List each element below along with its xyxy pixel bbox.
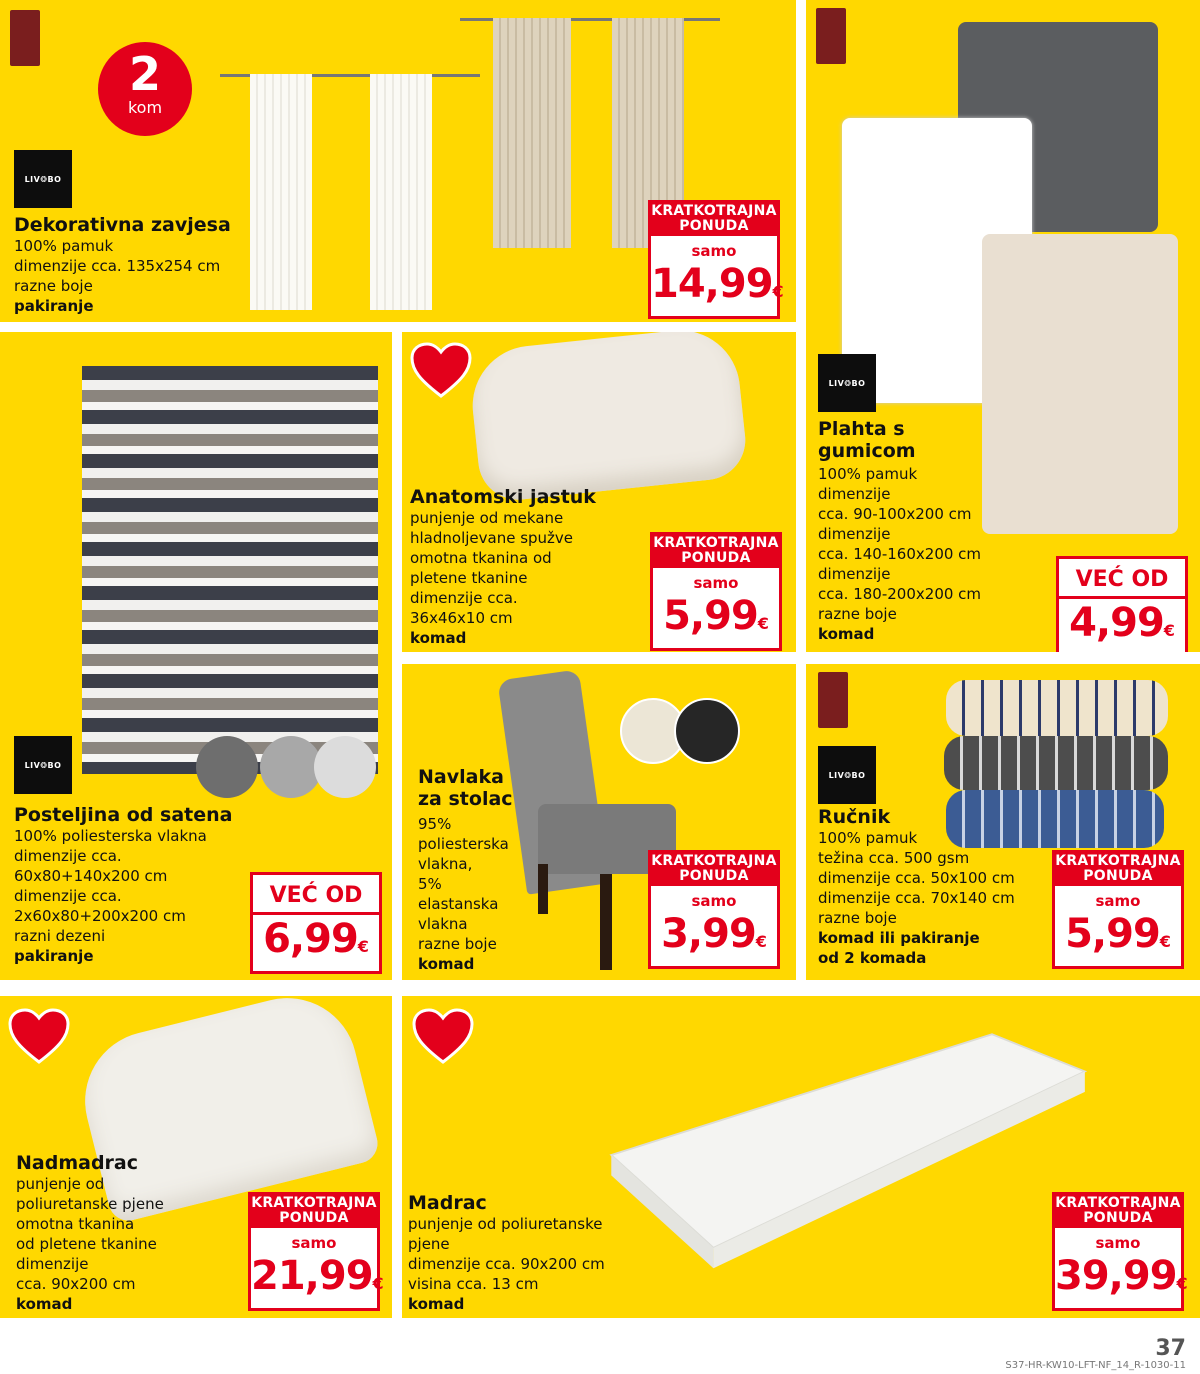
price-currency: € (372, 1274, 384, 1293)
curtain-icon (250, 74, 312, 310)
desc-line: 60x80+140x200 cm (14, 867, 168, 885)
product-description (418, 814, 509, 974)
badge-header-line2: PONUDA (679, 868, 749, 884)
product-title: Madrac (408, 1192, 487, 1214)
page-number: 37 (1155, 1336, 1186, 1361)
desc-line-bold: pakiranje (14, 297, 94, 315)
price-value (653, 592, 779, 648)
price-amount: 39,99 (1055, 1253, 1177, 1299)
price-amount: 5,99 (1065, 911, 1160, 957)
badge-header-line1: KRATKOTRAJNA (653, 535, 779, 551)
badge-header-line1: KRATKOTRAJNA (251, 1195, 377, 1211)
desc-line: vlakna (418, 915, 468, 933)
desc-line: visina cca. 13 cm (408, 1275, 539, 1293)
price-currency: € (357, 937, 369, 956)
desc-line: 100% poliesterska vlakna (14, 827, 207, 845)
product-description (14, 236, 220, 316)
catalog-code: S37-HR-KW10-LFT-NF_14_R-1030-11 (1005, 1360, 1186, 1371)
desc-line: cca. 140-160x200 cm (818, 545, 982, 563)
price-badge (1056, 556, 1188, 652)
product-title: Posteljina od satena (14, 804, 233, 826)
badge-samo: samo (291, 1234, 337, 1252)
badge-header-line1: KRATKOTRAJNA (1055, 853, 1181, 869)
product-title (818, 418, 916, 462)
badge-header-line2: PONUDA (1083, 1210, 1153, 1226)
desc-line: 100% pamuk (818, 465, 918, 483)
product-description (818, 828, 1015, 968)
price-value (651, 910, 777, 966)
badge-header (1052, 850, 1184, 886)
desc-line: cca. 180-200x200 cm (818, 585, 982, 603)
product-description (14, 826, 207, 966)
quantity-circle (98, 42, 192, 136)
badge-header-line2: PONUDA (1083, 868, 1153, 884)
badge-header-line2: PONUDA (679, 218, 749, 234)
product-tile-rucnik[interactable] (806, 664, 1200, 980)
quantity-unit: kom (127, 98, 163, 117)
desc-line: 2x60x80+200x200 cm (14, 907, 186, 925)
seal-icon (816, 8, 846, 64)
badge-header (648, 850, 780, 886)
price-amount: 6,99 (263, 916, 358, 962)
product-title: Dekorativna zavjesa (14, 214, 231, 236)
price-value (1055, 910, 1181, 966)
badge-header-line2: PONUDA (279, 1210, 349, 1226)
fabric-swatch-icon (314, 736, 376, 798)
price-badge (1052, 1192, 1188, 1311)
badge-header-line1: KRATKOTRAJNA (651, 203, 777, 219)
brand-logo: LIV❂BO (818, 746, 876, 804)
desc-line: razne boje (818, 605, 897, 623)
badge-header (648, 200, 780, 236)
badge-header (1052, 1192, 1184, 1228)
badge-header-line1: KRATKOTRAJNA (651, 853, 777, 869)
desc-line: dimenzije (818, 485, 891, 503)
desc-line: 95% (418, 815, 452, 833)
product-title (418, 766, 513, 810)
price-currency: € (757, 614, 769, 633)
desc-line: dimenzije cca. (14, 847, 122, 865)
desc-line: razni dezeni (14, 927, 106, 945)
desc-line: omotna tkanina (16, 1215, 135, 1233)
price-badge (650, 532, 782, 651)
fabric-swatch-icon (674, 698, 740, 764)
badge-samo: samo (693, 574, 739, 592)
desc-line: težina cca. 500 gsm (818, 849, 970, 867)
desc-line: omotna tkanina od (410, 549, 552, 567)
price-value (251, 1252, 384, 1308)
curtain-icon (370, 74, 432, 310)
price-currency: € (1176, 1274, 1188, 1293)
badge-vec-od: VEĆ OD (1059, 559, 1185, 599)
price-value (253, 915, 379, 971)
desc-line: punjenje od (16, 1175, 105, 1193)
product-tile-nadmadrac[interactable] (0, 996, 392, 1318)
price-amount: 3,99 (661, 911, 756, 957)
price-badge (1052, 850, 1184, 969)
badge-vec-od: VEĆ OD (253, 875, 379, 915)
seal-icon (10, 10, 40, 66)
desc-line: dimenzije cca. (410, 589, 518, 607)
seal-icon (818, 672, 848, 728)
biraj-domace-heart-icon (8, 1008, 70, 1064)
desc-line: dimenzije (818, 525, 891, 543)
desc-line: poliuretanske pjene (16, 1195, 164, 1213)
desc-line: dimenzije (818, 565, 891, 583)
badge-samo: samo (1095, 892, 1141, 910)
price-currency: € (1163, 621, 1175, 640)
title-line: Navlaka (418, 766, 504, 788)
product-description (410, 508, 573, 648)
product-tile-jastuk[interactable] (402, 332, 796, 652)
desc-line: razne boje (14, 277, 93, 295)
product-description (818, 464, 981, 644)
chair-leg-icon (600, 874, 612, 970)
badge-header (248, 1192, 380, 1228)
mattress-icon (602, 1020, 1122, 1290)
desc-line: punjenje od mekane (410, 509, 564, 527)
fabric-swatch-icon (196, 736, 258, 798)
desc-line: poliesterska (418, 835, 509, 853)
desc-line: hladnoljevane spužve (410, 529, 574, 547)
product-tile-plahta[interactable] (806, 0, 1200, 652)
desc-line-bold: od 2 komada (818, 949, 927, 967)
desc-line-bold: komad (418, 955, 475, 973)
title-line: za stolac (418, 788, 513, 810)
price-badge (648, 850, 780, 969)
price-badge (248, 1192, 384, 1311)
badge-header-line2: PONUDA (681, 550, 751, 566)
badge-header (650, 532, 782, 568)
product-tile-madrac[interactable] (402, 996, 1200, 1318)
price-currency: € (755, 932, 767, 951)
pillow-icon (467, 332, 749, 504)
desc-line: dimenzije cca. 70x140 cm (818, 889, 1015, 907)
desc-line: od pletene tkanine (16, 1235, 157, 1253)
quantity-number: 2 (128, 47, 161, 101)
badge-samo: samo (691, 892, 737, 910)
desc-line-bold: komad ili pakiranje (818, 929, 980, 947)
chair-leg-icon (538, 864, 548, 914)
brand-logo: LIV❂BO (14, 736, 72, 794)
product-tile-navlaka[interactable] (402, 664, 796, 980)
desc-line: vlakna, (418, 855, 473, 873)
product-description (408, 1214, 605, 1314)
brand-logo: LIV❂BO (818, 354, 876, 412)
sheet-icon (982, 234, 1178, 534)
title-line: gumicom (818, 440, 916, 462)
desc-line: 100% pamuk (818, 829, 918, 847)
desc-line: cca. 90x200 cm (16, 1275, 136, 1293)
desc-line-bold: komad (408, 1295, 465, 1313)
desc-line: razne boje (818, 909, 897, 927)
product-title: Anatomski jastuk (410, 486, 596, 508)
desc-line: pletene tkanine (410, 569, 528, 587)
desc-line: cca. 90-100x200 cm (818, 505, 972, 523)
biraj-domace-heart-icon (412, 1008, 474, 1064)
price-amount: 5,99 (663, 593, 758, 639)
desc-line: dimenzije cca. 50x100 cm (818, 869, 1015, 887)
price-amount: 14,99 (651, 261, 773, 307)
badge-header-line1: KRATKOTRAJNA (1055, 1195, 1181, 1211)
title-line: Plahta s (818, 418, 905, 440)
desc-line: 36x46x10 cm (410, 609, 513, 627)
desc-line: dimenzije cca. 135x254 cm (14, 257, 221, 275)
desc-line-bold: pakiranje (14, 947, 94, 965)
desc-line: punjenje od poliuretanske (408, 1215, 603, 1233)
desc-line-bold: komad (410, 629, 467, 647)
product-title: Nadmadrac (16, 1152, 138, 1174)
product-tile-zavjesa[interactable] (0, 0, 796, 322)
price-amount: 21,99 (251, 1253, 373, 1299)
product-tile-posteljina[interactable] (0, 332, 392, 980)
desc-line: razne boje (418, 935, 497, 953)
desc-line: 100% pamuk (14, 237, 114, 255)
price-value (1055, 1252, 1188, 1308)
desc-line: pjene (408, 1235, 450, 1253)
towel-icon (944, 736, 1168, 790)
desc-line: elastanska (418, 895, 499, 913)
price-value (1059, 599, 1185, 652)
fabric-swatch-icon (260, 736, 322, 798)
badge-samo: samo (1095, 1234, 1141, 1252)
desc-line-bold: komad (818, 625, 875, 643)
product-title: Ručnik (818, 806, 891, 828)
curtain-icon (493, 18, 571, 248)
towel-icon (946, 680, 1168, 736)
desc-line-bold: komad (16, 1295, 73, 1313)
biraj-domace-heart-icon (410, 342, 472, 398)
price-badge (250, 872, 382, 974)
badge-samo: samo (691, 242, 737, 260)
desc-line: dimenzije (16, 1255, 89, 1273)
product-description (16, 1174, 164, 1314)
price-currency: € (772, 282, 784, 301)
price-value (651, 260, 784, 316)
price-badge (648, 200, 784, 319)
desc-line: dimenzije cca. (14, 887, 122, 905)
price-amount: 4,99 (1069, 600, 1164, 646)
price-currency: € (1159, 932, 1171, 951)
desc-line: 5% (418, 875, 442, 893)
desc-line: dimenzije cca. 90x200 cm (408, 1255, 605, 1273)
bedding-icon (82, 366, 378, 774)
brand-logo: LIV❂BO (14, 150, 72, 208)
